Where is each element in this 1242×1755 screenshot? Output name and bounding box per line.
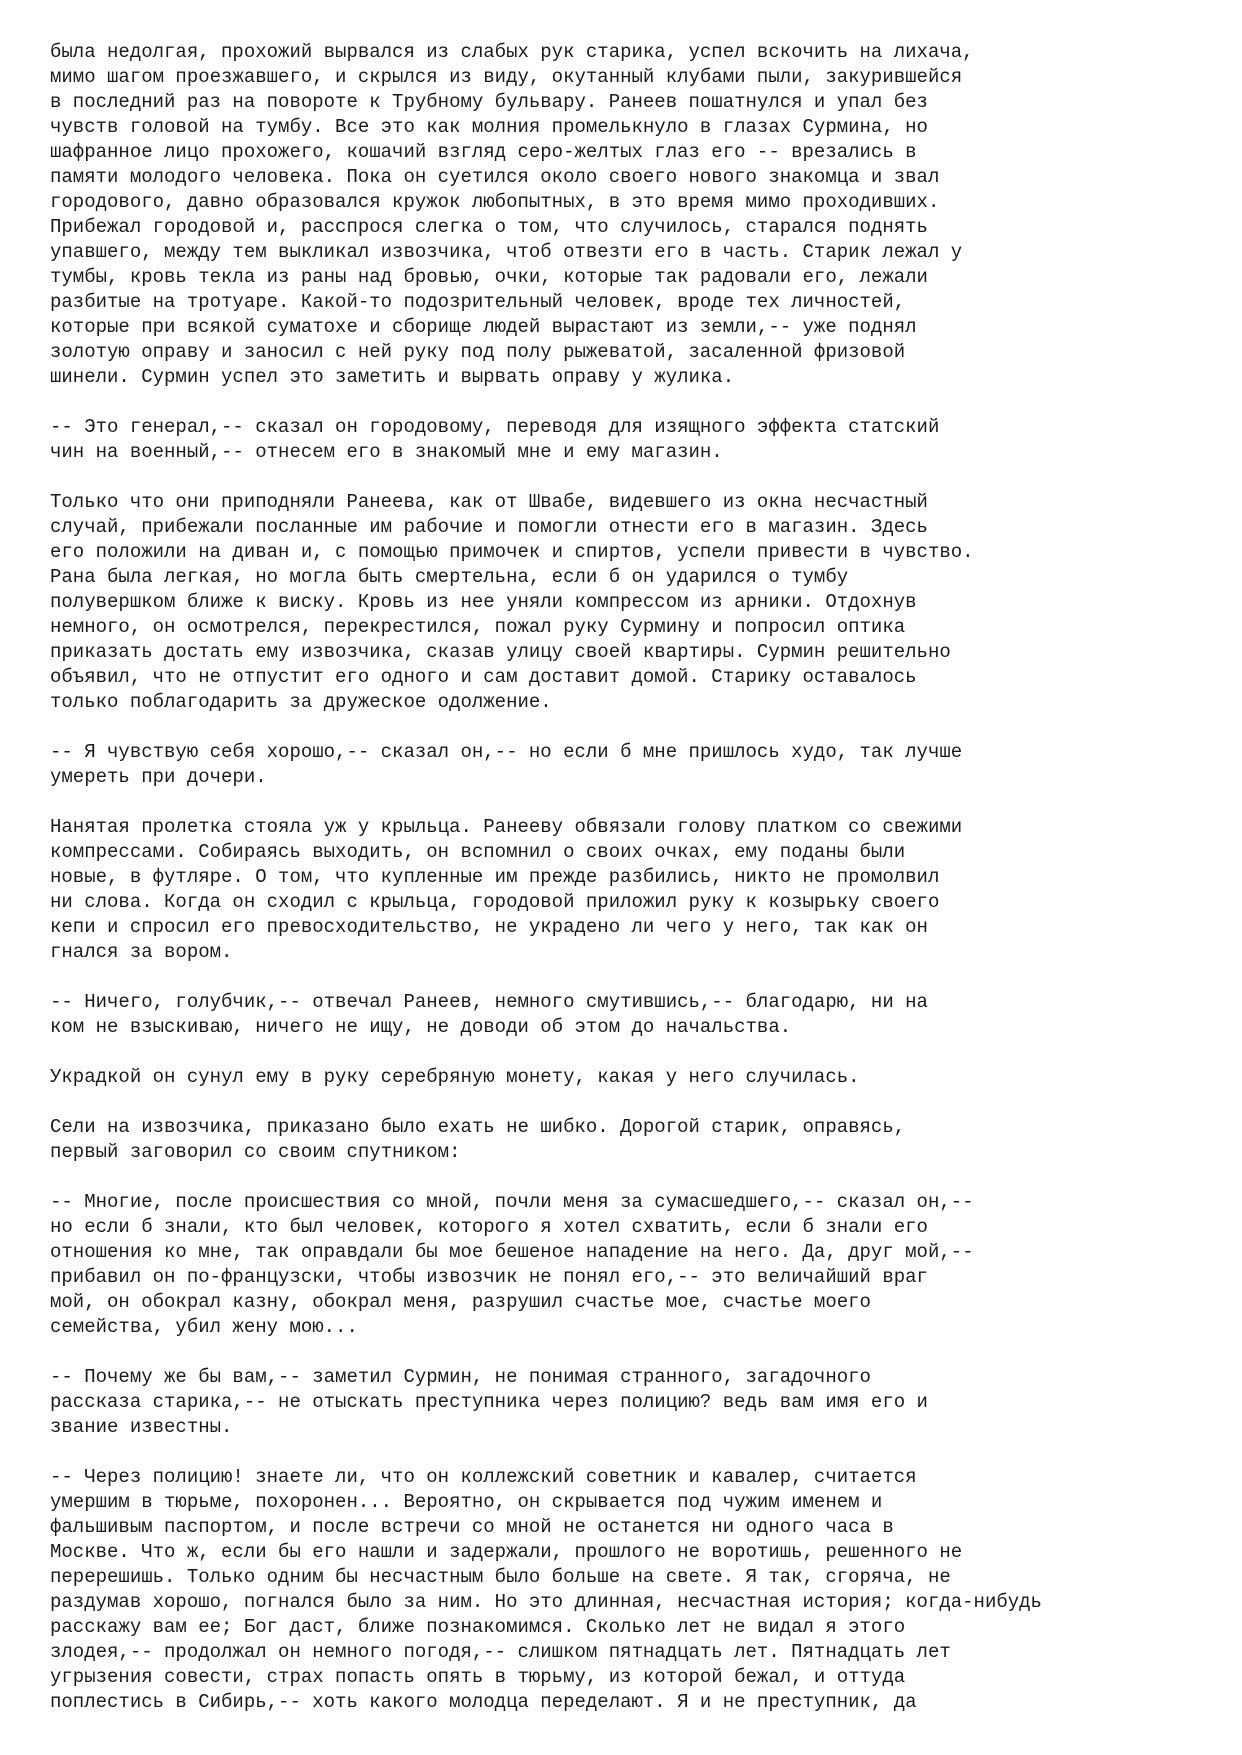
text-paragraph [50, 1365, 1230, 1440]
text-line: гнался за вором. [50, 941, 233, 963]
text-line: разбитые на тротуаре. Какой-то подозрительный человек, вроде тех личностей, [50, 291, 906, 313]
text-line: прибавил он по-французски, чтобы извозчик не понял его,-- это величайший враг [50, 1266, 928, 1288]
text-line: чувств головой на тумбу. Все это как молния промелькнуло в глазах Сурмина, но [50, 116, 928, 138]
text-line: Украдкой он сунул ему в руку серебряную монету, какая у него случилась. [50, 1066, 860, 1088]
text-line: -- Я чувствую себя хорошо,-- сказал он,-- но если б мне пришлось худо, так лучше [50, 741, 963, 763]
text-line: упавшего, между тем выкликал извозчика, чтоб отвезти его в часть. Старик лежал у [50, 241, 963, 263]
text-line: Москве. Что ж, если бы его нашли и задержали, прошлого не воротишь, решенного не [50, 1541, 963, 1563]
text-line: Рана была легкая, но могла быть смертельна, если б он ударился о тумбу [50, 566, 849, 588]
text-line: шафранное лицо прохожего, кошачий взгляд серо-желтых глаз его -- врезались в [50, 141, 917, 163]
text-line: в последний раз на повороте к Трубному бульвару. Ранеев пошатнулся и упал без [50, 91, 928, 113]
text-paragraph [50, 1190, 1230, 1340]
text-line: городового, давно образовался кружок любопытных, в это время мимо проходивших. [50, 191, 940, 213]
text-line: компрессами. Собираясь выходить, он вспомнил о своих очках, ему поданы были [50, 841, 906, 863]
text-line: мимо шагом проезжавшего, и скрылся из виду, окутанный клубами пыли, закурившейся [50, 66, 963, 88]
text-line: была недолгая, прохожий вырвался из слабых рук старика, успел вскочить на лихача, [50, 41, 974, 63]
text-line: приказать достать ему извозчика, сказав улицу своей квартиры. Сурмин решительно [50, 641, 951, 663]
text-line: рассказа старика,-- не отыскать преступника через полицию? ведь вам имя его и [50, 1391, 928, 1413]
document-page [50, 40, 1230, 1740]
text-line: Только что они приподняли Ранеева, как от Швабе, видевшего из окна несчастный [50, 491, 928, 513]
text-line: -- Ничего, голубчик,-- отвечал Ранеев, немного смутившись,-- благодарю, ни на [50, 991, 928, 1013]
text-line: ком не взыскиваю, ничего не ищу, не доводи об этом до начальства. [50, 1016, 792, 1038]
text-paragraph [50, 490, 1230, 715]
text-line: умершим в тюрьме, похоронен... Вероятно, он скрывается под чужим именем и [50, 1491, 883, 1513]
text-line: шинели. Сурмин успел это заметить и вырвать оправу у жулика. [50, 366, 735, 388]
text-line: чин на военный,-- отнесем его в знакомый мне и ему магазин. [50, 441, 723, 463]
text-line: Сели на извозчика, приказано было ехать не шибко. Дорогой старик, оправясь, [50, 1116, 906, 1138]
text-line: тумбы, кровь текла из раны над бровью, очки, которые так радовали его, лежали [50, 266, 928, 288]
text-line: перерешишь. Только одним бы несчастным было больше на свете. Я так, сгоряча, не [50, 1566, 951, 1588]
text-paragraph [50, 1465, 1230, 1715]
text-line: новые, в футляре. О том, что купленные им прежде разбились, никто не промолвил [50, 866, 940, 888]
text-line: полувершком ближе к виску. Кровь из нее уняли компрессом из арники. Отдохнув [50, 591, 917, 613]
text-line: первый заговорил со своим спутником: [50, 1141, 461, 1163]
text-line: -- Это генерал,-- сказал он городовому, переводя для изящного эффекта статский [50, 416, 940, 438]
text-line: отношения ко мне, так оправдали бы мое бешеное нападение на него. Да, друг мой,-- [50, 1241, 974, 1263]
text-line: кепи и спросил его превосходительство, не украдено ли чего у него, так как он [50, 916, 928, 938]
text-line: расскажу вам ее; Бог даст, ближе познакомимся. Сколько лет не видал я этого [50, 1616, 906, 1638]
text-line: но если б знали, кто был человек, которого я хотел схватить, если б знали его [50, 1216, 928, 1238]
text-line: объявил, что не отпустит его одного и сам доставит домой. Старику оставалось [50, 666, 917, 688]
text-line: только поблагодарить за дружеское одолжение. [50, 691, 552, 713]
text-line: -- Через полицию! знаете ли, что он коллежский советник и кавалер, считается [50, 1466, 917, 1488]
text-line: -- Почему же бы вам,-- заметил Сурмин, не понимая странного, загадочного [50, 1366, 871, 1388]
text-line: памяти молодого человека. Пока он суетился около своего нового знакомца и звал [50, 166, 940, 188]
text-line: его положили на диван и, с помощью примочек и спиртов, успели привести в чувство. [50, 541, 974, 563]
text-line: злодея,-- продолжал он немного погодя,-- слишком пятнадцать лет. Пятнадцать лет [50, 1641, 951, 1663]
text-paragraph [50, 740, 1230, 790]
text-line: Прибежал городовой и, расспрося слегка о том, что случилось, старался поднять [50, 216, 928, 238]
text-paragraph [50, 1065, 1230, 1090]
text-paragraph [50, 415, 1230, 465]
text-line: поплестись в Сибирь,-- хоть какого молодца переделают. Я и не преступник, да [50, 1691, 917, 1713]
text-paragraph [50, 815, 1230, 965]
text-line: умереть при дочери. [50, 766, 267, 788]
text-paragraph [50, 1115, 1230, 1165]
text-line: звание известны. [50, 1416, 233, 1438]
text-line: золотую оправу и заносил с ней руку под полу рыжеватой, засаленной фризовой [50, 341, 906, 363]
text-line: семейства, убил жену мою... [50, 1316, 358, 1338]
text-line: немного, он осмотрелся, перекрестился, пожал руку Сурмину и попросил оптика [50, 616, 906, 638]
text-line: случай, прибежали посланные им рабочие и помогли отнести его в магазин. Здесь [50, 516, 928, 538]
text-line: ни слова. Когда он сходил с крыльца, городовой приложил руку к козырьку своего [50, 891, 940, 913]
text-line: фальшивым паспортом, и после встречи со мной не останется ни одного часа в [50, 1516, 894, 1538]
text-line: которые при всякой суматохе и сборище людей вырастают из земли,-- уже поднял [50, 316, 917, 338]
text-line: раздумав хорошо, погнался было за ним. Но это длинная, несчастная история; когда-нибудь [50, 1591, 1042, 1613]
text-line: мой, он обокрал казну, обокрал меня, разрушил счастье мое, счастье моего [50, 1291, 871, 1313]
text-line: угрызения совести, страх попасть опять в тюрьму, из которой бежал, и оттуда [50, 1666, 906, 1688]
text-paragraph [50, 40, 1230, 390]
text-line: -- Многие, после происшествия со мной, почли меня за сумасшедшего,-- сказал он,-- [50, 1191, 974, 1213]
text-paragraph [50, 990, 1230, 1040]
text-line: Нанятая пролетка стояла уж у крыльца. Ранееву обвязали голову платком со свежими [50, 816, 963, 838]
